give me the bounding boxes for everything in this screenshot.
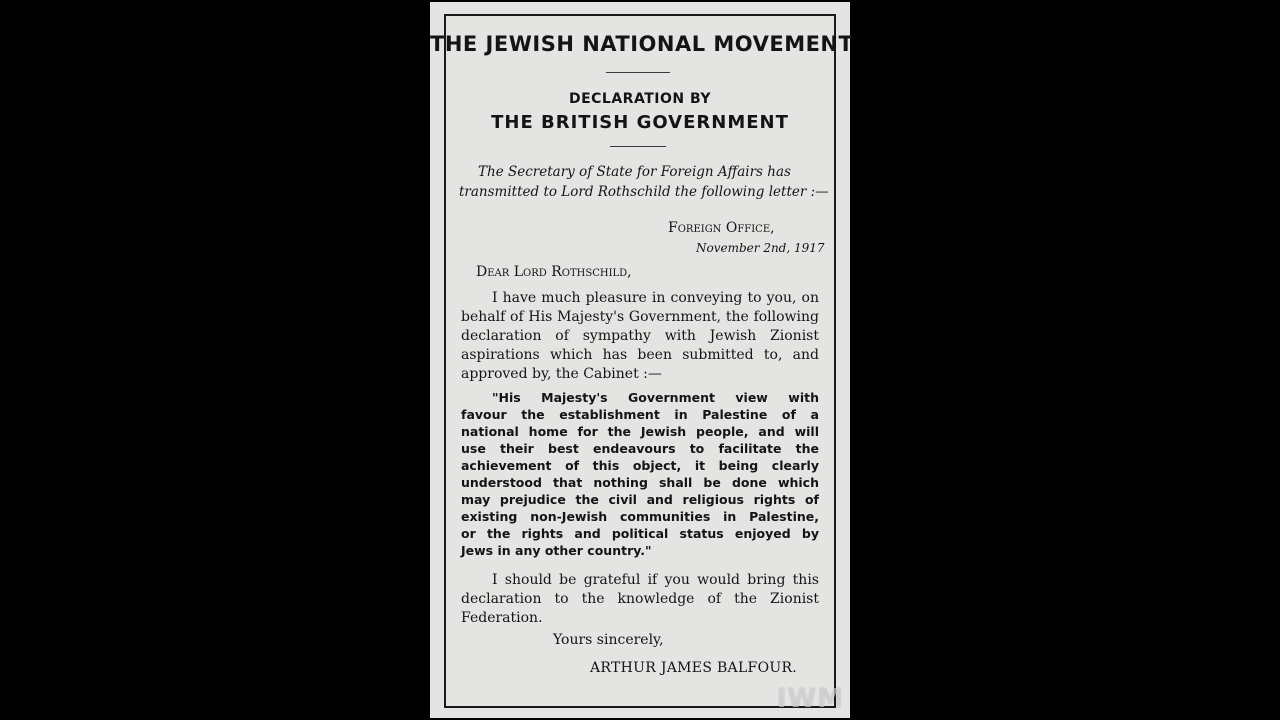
declaration-line: may prejudice the civil and religious rights of xyxy=(461,492,819,507)
paragraph-1-line: aspirations which has been submitted to, and xyxy=(461,347,819,363)
iwm-watermark: IWM xyxy=(776,684,844,714)
paragraph-2-line: declaration to the knowledge of the Zionist xyxy=(461,591,819,607)
declaration-line: national home for the Jewish people, and will xyxy=(461,424,819,439)
declaration-line: use their best endeavours to facilitate the xyxy=(461,441,819,456)
heading-divider xyxy=(610,146,666,147)
letter-date: November 2nd, 1917 xyxy=(696,241,825,255)
paragraph-1-line: declaration of sympathy with Jewish Zionist xyxy=(461,328,819,344)
declaration-line: achievement of this object, it being clearly xyxy=(461,458,819,473)
paragraph-2-line: I should be grateful if you would bring this xyxy=(492,572,819,588)
title-divider xyxy=(606,72,670,73)
paragraph-1-line: I have much pleasure in conveying to you, on xyxy=(492,290,819,306)
paragraph-1-line: approved by, the Cabinet :— xyxy=(461,366,662,382)
paragraph-1-line: behalf of His Majesty's Government, the following xyxy=(461,309,819,325)
declaration-line: Jews in any other country." xyxy=(461,543,652,558)
intro-line-1: The Secretary of State for Foreign Affairs has xyxy=(478,164,791,180)
declaration-line: or the rights and political status enjoyed by xyxy=(461,526,819,541)
document-title: THE JEWISH NATIONAL MOVEMENT xyxy=(430,32,854,56)
british-government-heading: THE BRITISH GOVERNMENT xyxy=(491,112,789,133)
declaration-line: "His Majesty's Government view with xyxy=(492,390,819,405)
declaration-by-heading: DECLARATION BY xyxy=(568,91,712,107)
salutation: Dear Lord Rothschild, xyxy=(476,264,632,280)
paragraph-2-line: Federation. xyxy=(461,610,543,626)
intro-line-2: transmitted to Lord Rothschild the following letter :— xyxy=(459,184,829,200)
document-page xyxy=(430,2,854,718)
closing: Yours sincerely, xyxy=(553,632,664,648)
declaration-line: favour the establishment in Palestine of a xyxy=(461,407,819,422)
signature: ARTHUR JAMES BALFOUR. xyxy=(590,660,798,676)
declaration-line: understood that nothing shall be done which xyxy=(461,475,819,490)
foreign-office-heading: Foreign Office, xyxy=(668,220,775,236)
declaration-line: existing non-Jewish communities in Palestine, xyxy=(461,509,819,524)
